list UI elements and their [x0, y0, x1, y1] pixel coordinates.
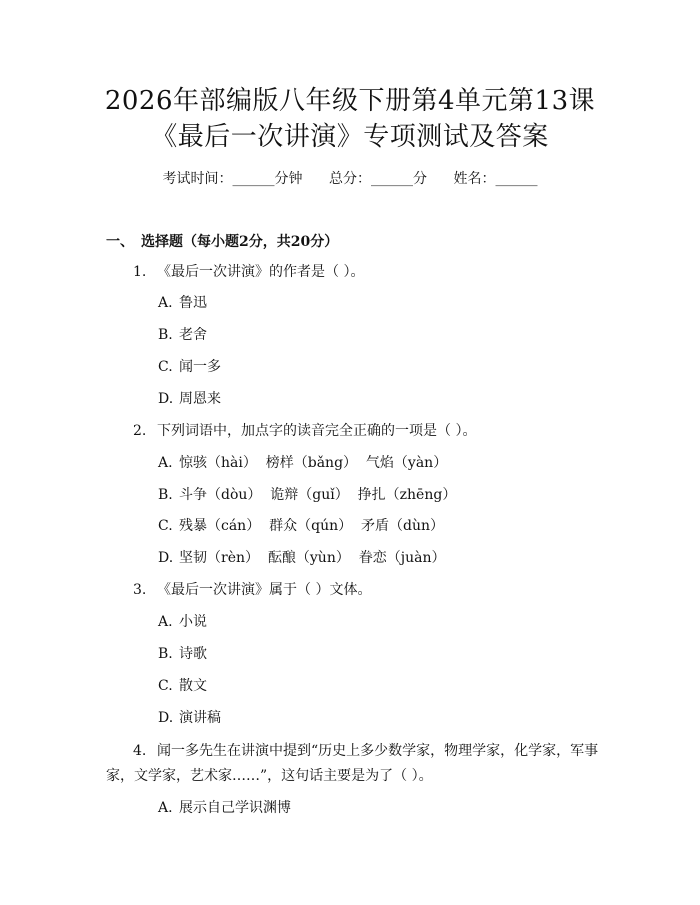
section-heading — [106, 231, 338, 251]
question-2-option-b — [158, 484, 456, 504]
option-text: 坚韧（rèn） 酝酿（yùn） 眷恋（juàn） — [179, 550, 446, 566]
option-label: A. — [158, 295, 173, 311]
option-label: C. — [158, 678, 173, 694]
question-2-option-a — [158, 452, 447, 472]
question-2-option-c — [158, 515, 444, 535]
option-label: C. — [158, 359, 173, 375]
document-title-line1: 2026年部编版八年级下册第4单元第13课 — [104, 86, 596, 116]
option-label: D. — [158, 710, 174, 726]
option-text: 残暴（cán） 群众（qún） 矛盾（dùn） — [179, 518, 444, 534]
exam-time: 考试时间：______分钟 — [162, 171, 303, 187]
question-4-option-a — [158, 797, 291, 817]
option-label: A. — [158, 800, 173, 816]
question-3-option-b — [158, 643, 207, 663]
question-2-option-d — [158, 547, 445, 567]
option-text: 展示自己学识渊博 — [179, 800, 291, 816]
option-label: B. — [158, 327, 173, 343]
section-number: 一、 — [106, 234, 134, 250]
question-1 — [133, 261, 364, 281]
question-number: 2. — [133, 423, 147, 439]
option-text: 闻一多 — [179, 359, 221, 375]
option-label: A. — [158, 614, 173, 630]
question-1-option-c — [158, 356, 221, 376]
option-text: 周恩来 — [179, 391, 221, 407]
question-text-line1: 闻一多先生在讲演中提到“历史上多少数学家，物理学家，化学家，军事 — [157, 743, 599, 759]
question-3 — [133, 579, 371, 599]
option-label: C. — [158, 518, 173, 534]
question-3-option-d — [158, 707, 221, 727]
option-text: 斗争（dòu） 诡辩（guǐ） 挣扎（zhēng） — [179, 487, 457, 503]
question-1-option-b — [158, 324, 207, 344]
question-number: 4. — [133, 743, 147, 759]
option-text: 小说 — [179, 614, 207, 630]
question-1-option-a — [158, 292, 207, 312]
question-4 — [133, 740, 598, 760]
question-1-option-d — [158, 388, 221, 408]
question-text: 下列词语中，加点字的读音完全正确的一项是（ ）。 — [157, 423, 477, 439]
section-title: 选择题（每小题2分，共20分） — [141, 234, 339, 250]
option-label: B. — [158, 487, 173, 503]
document-title-line2: 《最后一次讲演》专项测试及答案 — [151, 122, 549, 152]
option-label: D. — [158, 391, 174, 407]
question-number: 1. — [133, 264, 147, 280]
option-text: 老舍 — [179, 327, 207, 343]
question-3-option-c — [158, 675, 207, 695]
question-text: 《最后一次讲演》属于（ ）文体。 — [157, 582, 372, 598]
option-label: B. — [158, 646, 173, 662]
question-4-continued: 家，文学家，艺术家……”，这句话主要是为了（ ）。 — [106, 768, 433, 784]
question-3-option-a — [158, 611, 207, 631]
option-label: D. — [158, 550, 174, 566]
option-text: 惊骇（hài） 榜样（bǎng） 气焰（yàn） — [179, 455, 448, 471]
exam-score: 总分：______分 — [329, 171, 427, 187]
question-number: 3. — [133, 582, 147, 598]
question-2 — [133, 420, 476, 440]
option-text: 散文 — [179, 678, 207, 694]
student-name: 姓名：______ — [453, 171, 538, 187]
option-text: 演讲稿 — [179, 710, 221, 726]
option-text: 鲁迅 — [179, 295, 207, 311]
option-text: 诗歌 — [179, 646, 207, 662]
question-text: 《最后一次讲演》的作者是（ ）。 — [157, 264, 365, 280]
exam-info — [0, 168, 700, 188]
option-label: A. — [158, 455, 173, 471]
